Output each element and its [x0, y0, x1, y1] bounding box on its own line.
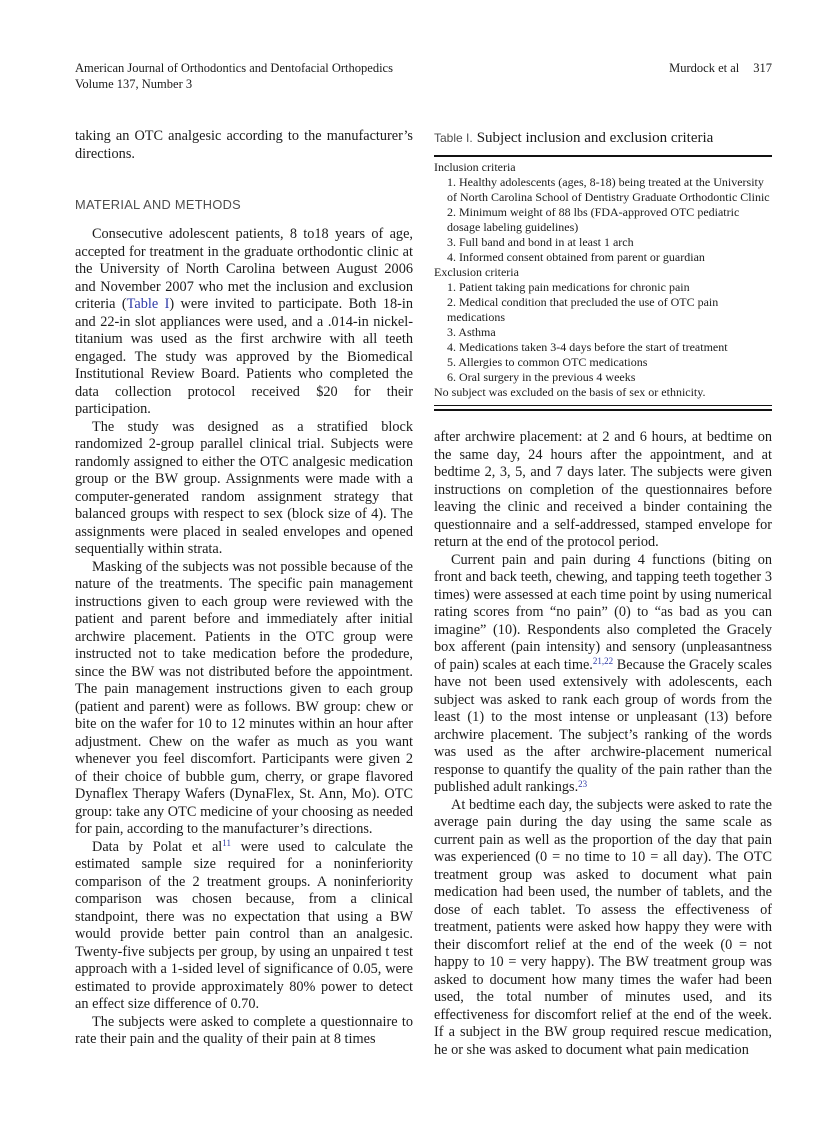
header-citation-block [669, 60, 772, 76]
paragraph: Consecutive adolescent patients, 8 to18 years of age, accepted for treatment in the graduate orthodontic clinic at the University of North Carolina between August 2006 and November 2007 who met the inclusion and exclusion criteria (Table I) were invited to participate. Both 18-in and 22-in slot appliances were used, and a .014-in nickel-titanium was used as the first archwire with all teeth engaged. The study was approved by the Biomedical Institutional Review Board. Patients who completed the data collection protocol received $20 for their participation. [75, 226, 414, 417]
header-page-number: 317 [753, 61, 772, 75]
table-criteria-row: No subject was excluded on the basis of sex or ethnicity. [434, 385, 706, 399]
table-bottom-rule [434, 405, 772, 411]
paragraph: At bedtime each day, the subjects were asked to rate the average pain during the day using the same scale as current pain as well as the proportion of the day that pain was experienced (0 = no time to 10 = all day). The OTC treatment group was asked to document what pain medication had been used, the number of tablets, and the dose of each tablet. To assess the effectiveness of treatment, patients were asked how happy they were with their discomfort relief at the end of the week (0 = not happy to 10 = very happy). The BW treatment group was asked to document how many times the wafer had been used, the total number of minutes used, and its effectiveness for discomfort relief at the end of the week. If a subject in the BW group required rescue medication, he or she was asked to document what pain medication [434, 796, 772, 1058]
paragraph: after archwire placement: at 2 and 6 hours, at bedtime on the same day, 24 hours after the appointment, and at bedtime 2, 3, 5, and 7 days later. The subjects were given instructions on completion of the questionnaires before leaving the clinic and received a binder containing the questionnaire and a self-addressed, stamped envelope for return at the end of the protocol period. [434, 429, 772, 550]
table-criteria-row: 3. Full band and bond in at least 1 arch [447, 235, 634, 249]
table-criteria-row: 1. Patient taking pain medications for chronic pain [447, 280, 690, 294]
citation-reference-link[interactable]: 23 [578, 778, 588, 789]
table-criteria-row: 5. Allergies to common OTC medications [447, 355, 648, 369]
left-column [75, 128, 413, 1059]
right-column-paragraphs [434, 429, 772, 1059]
right-column [434, 128, 772, 1059]
paragraph: Data by Polat et $al^{11}$ were used to calculate the estimated sample size required for a noninferiority comparison of the 2 treatment groups. A noninferiority comparison was chosen because, from a clinical standpoint, there was no expectation that using a BW would provide better pain control than an analgesic. Twenty-five subjects per group, by using an unpaired t test approach with a 1-sided level of significance of 0.05, were estimated to provide approximately 80% power to detect an effect size difference of 0.70. [75, 838, 414, 1012]
table-label: Table I. [434, 131, 473, 145]
table-criteria-row: 6. Oral surgery in the previous 4 weeks [447, 370, 636, 384]
table-rows [434, 157, 772, 405]
table-criteria-row: 2. Minimum weight of 88 lbs (FDA-approved OTC pediatric dosage labeling guidelines) [447, 205, 740, 234]
left-column-paragraphs [75, 128, 413, 1049]
journal-issue: Volume 137, Number 3 [75, 77, 193, 91]
paragraph: The study was designed as a stratified block randomized 2-group parallel clinical trial. Subjects were randomly assigned to either the OTC analgesic medication group or the BW group. Assignments were made with a computer-generated random assignment strategy that balanced groups with respect to sex (block size of 4). The assignments were placed in sealed envelopes and opened sequentially within strata. [75, 418, 413, 557]
citation-reference-link[interactable]: 11 [222, 838, 231, 848]
paragraph: Current pain and pain during 4 functions (biting on front and back teeth, chewing, and tapping teeth together 3 times) were assessed at each time point by using numerical rating scores from “no pain” (0) to “as bad as you can imagine” (10). Respondents also completed the Gracely box afferent (pain intensity) and sensory (unpleasantness of pain) scales at each time.$^{21,22}$ Because the Gracely scales have not been used extensively with adolescents, each subject was asked to rank each group of words from the least (1) to the most intense or unpleasant (13) before archwire placement. The subject’s ranking of the words was used as the after archwire-placement numerical response to quantify the quality of the pain rather than the published adult rankings.$^{23}$ [434, 551, 772, 795]
paragraph: Masking of the subjects was not possible because of the nature of the treatments. The specific pain management instructions given to each group were reviewed with the patient and parent before and immediately after initial archwire placement. Patients in the OTC group were instructed not to take medication before the prodedure, since the BW was not distributed before the appointment. The pain management instructions given to each group (patient and parent) were as follows. BW group: chew or bite on the wafer for 10 to 12 minutes within an hour after adjustment. Chew on the wafer as much as you want whenever you feel discomfort. Participants were given 2 of their choice of bubble gum, cherry, or grape flavored Dynaflex Therapy Wafers (DynaFlex, St. Ann, Mo). OTC group: take any OTC medicine of your choosing as needed for pain, according to the manufacturer’s directions. [75, 558, 413, 837]
journal-title: American Journal of Orthodontics and Dentofacial Orthopedics [75, 61, 393, 75]
two-column-body [75, 128, 772, 1059]
table-1 [434, 128, 772, 411]
table-criteria-row: Exclusion criteria [434, 265, 519, 279]
citation-reference-link[interactable]: 21,22 [592, 656, 614, 666]
table-criteria-row: 2. Medical condition that precluded the use of OTC pain medications [447, 295, 719, 324]
table-criteria-row: 1. Healthy adolescents (ages, 8-18) being treated at the University of North Carolina School of Dentistry Graduate Orthodontic Clinic [447, 175, 770, 204]
table-title: Subject inclusion and exclusion criteria [476, 130, 714, 146]
paragraph: taking an OTC analgesic according to the manufacturer’s directions. [75, 128, 413, 162]
table-criteria-row: 4. Medications taken 3-4 days before the start of treatment [447, 340, 728, 354]
table-reference-link[interactable]: Table I [126, 296, 170, 312]
header-journal-block [75, 60, 393, 92]
table-caption [434, 128, 772, 148]
paragraph: The subjects were asked to complete a questionnaire to rate their pain and the quality of their pain at 8 times [75, 1013, 413, 1047]
table-criteria-row: Inclusion criteria [434, 160, 516, 174]
section-heading: MATERIAL AND METHODS [75, 197, 241, 212]
table-criteria-row: 3. Asthma [447, 325, 496, 339]
table-criteria-row: 4. Informed consent obtained from parent or guardian [447, 250, 705, 264]
header-authors: Murdock et al [669, 61, 740, 75]
running-header [75, 60, 772, 92]
